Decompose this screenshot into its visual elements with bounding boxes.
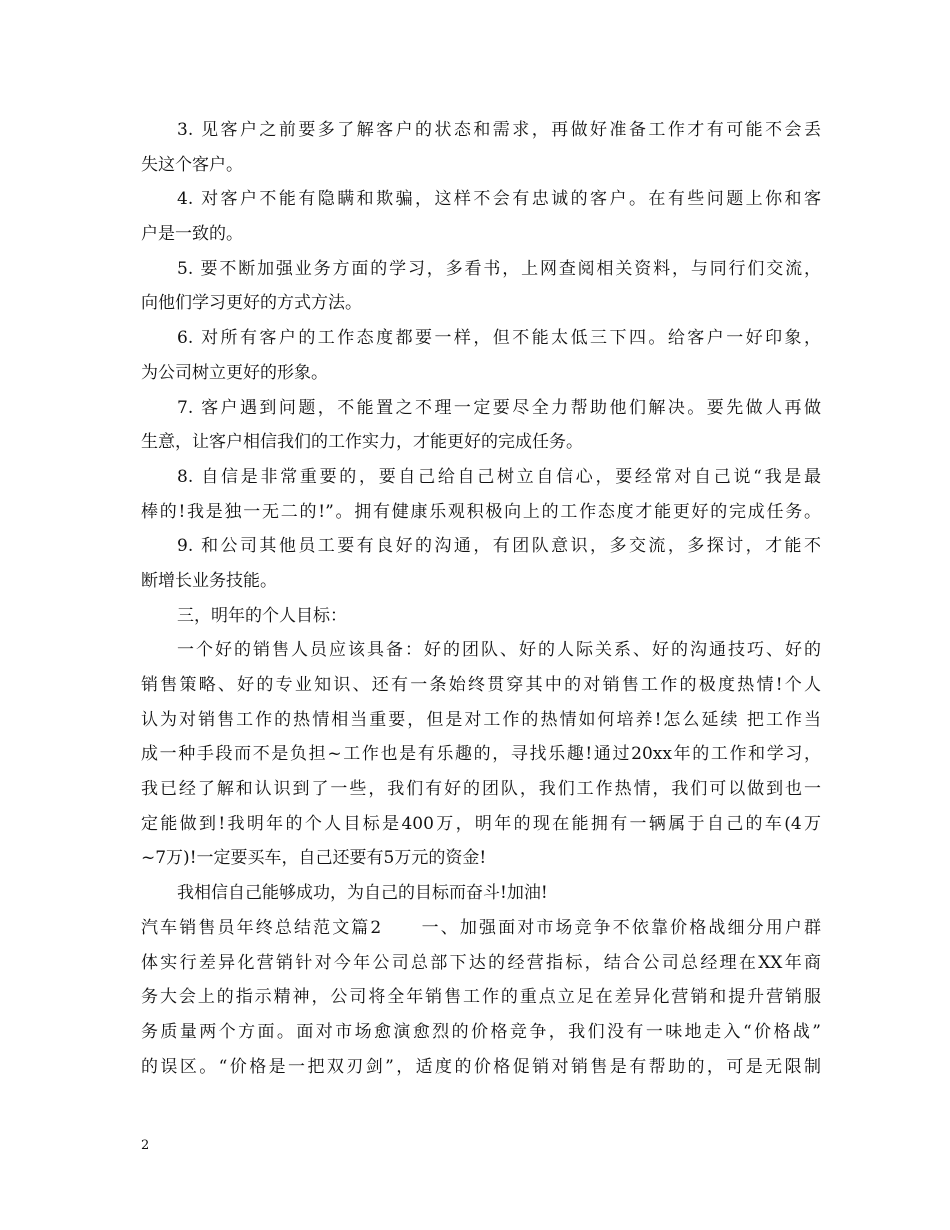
text-line: 务质量两个方面。面对市场愈演愈烈的价格竞争，我们没有一味地走入“价格战” [141, 1021, 821, 1042]
text-line: 7. 客户遇到问题，不能置之不理一定要尽全力帮助他们解决。要先做人再做 [177, 397, 821, 418]
text-line: 我相信自己能够成功，为自己的目标而奋斗!加油! [177, 883, 548, 904]
text-line: 我已经了解和认识到了一些，我们有好的团队，我们工作热情，我们可以做到也一 [141, 779, 821, 800]
text-line: 失这个客户。 [141, 154, 243, 175]
text-line: 成一种手段而不是负担~工作也是有乐趣的，寻找乐趣!通过20xx年的工作和学习， [141, 744, 821, 765]
text-line: 认为对销售工作的热情相当重要，但是对工作的热情如何培养!怎么延续 把工作当 [141, 709, 821, 730]
page-number: 2 [141, 1138, 150, 1153]
text-line: 户是一致的。 [141, 224, 243, 245]
text-line: 的误区。“价格是一把双刃剑”，适度的价格促销对销售是有帮助的，可是无限制 [141, 1056, 821, 1077]
text-line: 5. 要不断加强业务方面的学习，多看书，上网查阅相关资料，与同行们交流， [177, 258, 821, 279]
text-line: 定能做到!我明年的个人目标是400万，明年的现在能拥有一辆属于自己的车(4万 [141, 813, 821, 834]
text-line: 务大会上的指示精神，公司将全年销售工作的重点立足在差异化营销和提升营销服 [141, 987, 821, 1008]
text-line: 体实行差异化营销针对今年公司总部下达的经营指标，结合公司总经理在XX年商 [141, 952, 821, 973]
text-line: 8. 自信是非常重要的，要自己给自己树立自信心，要经常对自己说“我是最 [177, 466, 821, 487]
text-line: 三，明年的个人目标： [177, 605, 347, 626]
text-line: 销售策略、好的专业知识、还有一条始终贯穿其中的对销售工作的极度热情!个人 [141, 675, 821, 695]
text-line: 断增长业务技能。 [141, 570, 277, 591]
text-line: ~7万)!一定要买车，自己还要有5万元的资金! [141, 848, 487, 869]
text-line: 生意，让客户相信我们的工作实力，才能更好的完成任务。 [141, 432, 583, 453]
text-line: 一个好的销售人员应该具备：好的团队、好的人际关系、好的沟通技巧、好的 [177, 640, 821, 661]
text-line: 3. 见客户之前要多了解客户的状态和需求，再做好准备工作才有可能不会丢 [177, 120, 821, 140]
text-line: 棒的!我是独一无二的!”。拥有健康乐观积极向上的工作态度才能更好的完成任务。 [141, 501, 821, 522]
text-line: 为公司树立更好的形象。 [141, 362, 328, 383]
text-line: 向他们学习更好的方式方法。 [141, 293, 362, 314]
text-line: 汽车销售员年终总结范文篇2 一、加强面对市场竞争不依靠价格战细分用户群 [141, 917, 821, 938]
document-body [141, 113, 821, 1084]
text-line: 4. 对客户不能有隐瞒和欺骗，这样不会有忠诚的客户。在有些问题上你和客 [177, 189, 821, 210]
text-line: 6. 对所有客户的工作态度都要一样，但不能太低三下四。给客户一好印象， [177, 328, 821, 349]
text-line: 9. 和公司其他员工要有良好的沟通，有团队意识，多交流，多探讨，才能不 [177, 536, 821, 557]
